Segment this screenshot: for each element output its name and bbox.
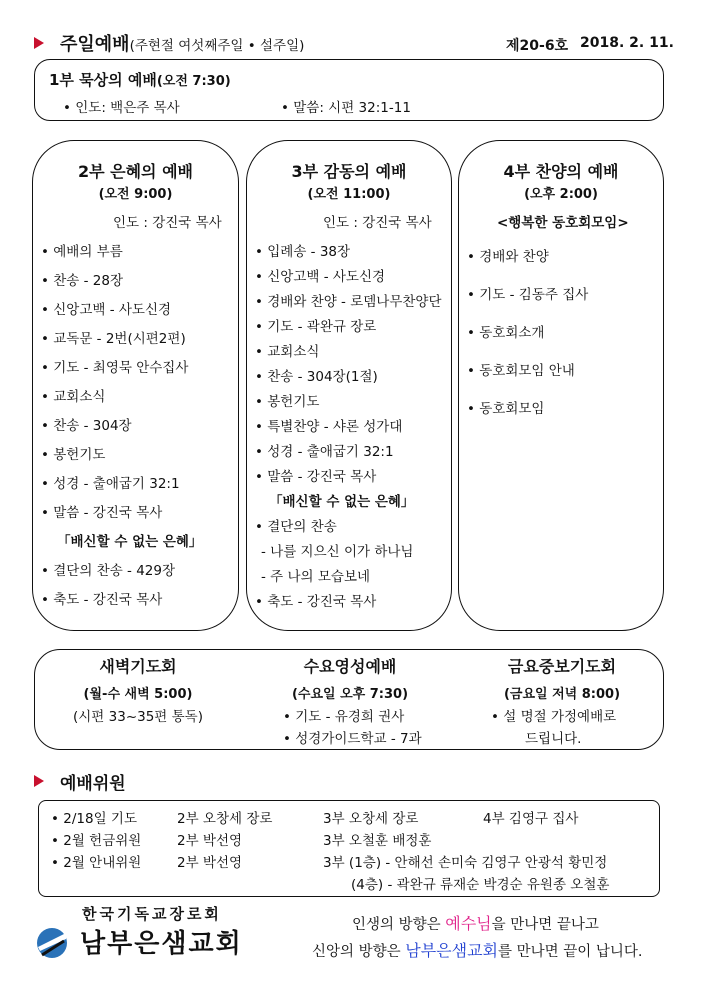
service1-title: 1부 묵상의 예배 <box>49 71 157 89</box>
service2-time: (오전 9:00) <box>98 187 173 202</box>
committee-row2-col2: 2부 박선영 <box>177 833 243 849</box>
list-item: • 봉헌기도 <box>41 447 106 463</box>
committee-row2-col3: 3부 오철훈 배정훈 <box>323 833 432 849</box>
committee-title: 예배위원 <box>60 774 126 794</box>
committee-row2-label: • 2월 헌금위원 <box>51 833 142 849</box>
list-item: • 기도 - 최영묵 안수집사 <box>41 360 189 376</box>
list-item: • 신앙고백 - 사도신경 <box>41 302 172 318</box>
list-item: • 찬송 - 304장(1절) <box>255 369 378 385</box>
list-item: • 축도 - 강진국 목사 <box>41 592 163 608</box>
service2-title: 2부 은혜의 예배 <box>77 162 193 181</box>
issue-date: 2018. 2. 11. <box>580 35 674 51</box>
wednesday-time: (수요일 오후 7:30) <box>291 687 409 702</box>
wednesday-line1: • 기도 - 유경희 권사 <box>283 709 405 725</box>
weekday-services-box <box>34 649 664 750</box>
list-item: • 성경 - 출애굽기 32:1 <box>41 476 180 492</box>
committee-box <box>38 800 660 897</box>
list-item: • 기도 - 김동주 집사 <box>467 287 589 303</box>
list-item: • 결단의 찬송 <box>255 519 337 535</box>
committee-row3-col3: 3부 (1층) - 안해선 손미숙 김영구 안광석 황민정 <box>323 855 608 871</box>
committee-arrow-icon <box>34 775 44 787</box>
list-item: • 동호회소개 <box>467 325 545 341</box>
committee-row3-label: • 2월 안내위원 <box>51 855 142 871</box>
list-item: • 축도 - 강진국 목사 <box>255 594 377 610</box>
sermon-title: 「배신할 수 없는 은혜」 <box>57 534 203 550</box>
page-title-main: 주일예배 <box>60 34 130 55</box>
friday-line1: • 설 명절 가정예배로 <box>491 709 617 725</box>
denomination-name: 한국기독교장로회 <box>82 905 222 923</box>
list-item: • 신앙고백 - 사도신경 <box>255 269 386 285</box>
list-item: • 교독문 - 2번(시편2편) <box>41 331 186 347</box>
list-item: - 주 나의 모습보네 <box>261 569 371 585</box>
motto1-post: 을 만나면 끝나고 <box>491 917 599 933</box>
service1-box <box>34 59 664 121</box>
friday-time: (금요일 저녁 8:00) <box>503 687 621 702</box>
service4-title: 4부 찬양의 예배 <box>503 162 619 181</box>
list-item: • 봉헌기도 <box>255 394 320 410</box>
committee-row1-col2: 2부 오창세 장로 <box>177 811 273 827</box>
list-item: • 교회소식 <box>255 344 320 360</box>
wednesday-title: 수요영성예배 <box>303 657 397 676</box>
dawn-time: (월-수 새벽 5:00) <box>83 687 193 702</box>
motto2-highlight: 남부은샘교회 <box>405 941 499 960</box>
service3-time: (오전 11:00) <box>307 187 391 202</box>
motto2-post: 를 만나면 끝이 납니다. <box>498 944 643 960</box>
list-item: • 말씀 - 강진국 목사 <box>255 469 377 485</box>
list-item: • 말씀 - 강진국 목사 <box>41 505 163 521</box>
service1-sermon: • 말씀: 시편 32:1-11 <box>281 100 411 116</box>
list-item: • 결단의 찬송 - 429장 <box>41 563 176 579</box>
dawn-detail: (시편 33~35편 통독) <box>73 709 203 725</box>
motto1-highlight: 예수님 <box>445 914 492 933</box>
list-item: - 나를 지으신 이가 하나님 <box>261 544 414 560</box>
motto1-pre: 인생의 방향은 <box>352 917 446 933</box>
service2-leader: 인도 : 강진국 목사 <box>113 215 222 231</box>
service1-time: (오전 7:30) <box>156 74 231 89</box>
service1-heading <box>49 69 231 90</box>
dawn-title: 새벽기도회 <box>99 657 177 676</box>
service3-box <box>246 140 452 631</box>
committee-row1-col4: 4부 김영구 집사 <box>483 811 579 827</box>
motto-line2 <box>312 938 643 961</box>
list-item: • 기도 - 곽완규 장로 <box>255 319 377 335</box>
page-subtitle: (주현절 여섯째주일 • 설주일) <box>129 38 305 54</box>
list-item: • 동호회모임 안내 <box>467 363 575 379</box>
list-item: • 동호회모임 <box>467 401 545 417</box>
list-item: • 입례송 - 38장 <box>255 244 351 260</box>
service4-time: (오후 2:00) <box>524 187 598 202</box>
committee-row1-col3: 3부 오창세 장로 <box>323 811 419 827</box>
list-item: • 교회소식 <box>41 389 106 405</box>
issue-number: 제20-6호 <box>506 38 569 54</box>
wednesday-line2: • 성경가이드학교 - 7과 <box>283 731 422 747</box>
service3-leader: 인도 : 강진국 목사 <box>323 215 432 231</box>
committee-row3-col2: 2부 박선영 <box>177 855 243 871</box>
service4-program: <행복한 동호회모임> <box>497 215 629 231</box>
list-item: • 찬송 - 304장 <box>41 418 132 434</box>
friday-line2: 드립니다. <box>525 731 582 747</box>
list-item: • 성경 - 출애굽기 32:1 <box>255 444 394 460</box>
service4-box <box>458 140 664 631</box>
list-item: • 예배의 부름 <box>41 244 123 260</box>
service2-box <box>32 140 239 631</box>
service3-title: 3부 감동의 예배 <box>291 162 407 181</box>
motto-line1 <box>352 911 599 934</box>
list-item: • 찬송 - 28장 <box>41 273 124 289</box>
church-name: 남부은샘교회 <box>80 929 243 959</box>
church-logo-icon <box>36 927 68 959</box>
page-title <box>60 30 304 56</box>
committee-row4: (4층) - 곽완규 류재순 박경순 유원종 오철훈 <box>351 877 610 893</box>
header-arrow-icon <box>34 37 44 49</box>
sermon-title: 「배신할 수 없는 은혜」 <box>269 494 415 510</box>
list-item: • 특별찬양 - 샤론 성가대 <box>255 419 403 435</box>
friday-title: 금요중보기도회 <box>507 657 617 676</box>
list-item: • 경배와 찬양 - 로뎀나무찬양단 <box>255 294 442 310</box>
service1-leader: • 인도: 백은주 목사 <box>63 100 180 116</box>
motto2-pre: 신앙의 방향은 <box>312 944 406 960</box>
committee-row1-label: • 2/18일 기도 <box>51 811 137 827</box>
list-item: • 경배와 찬양 <box>467 249 549 265</box>
